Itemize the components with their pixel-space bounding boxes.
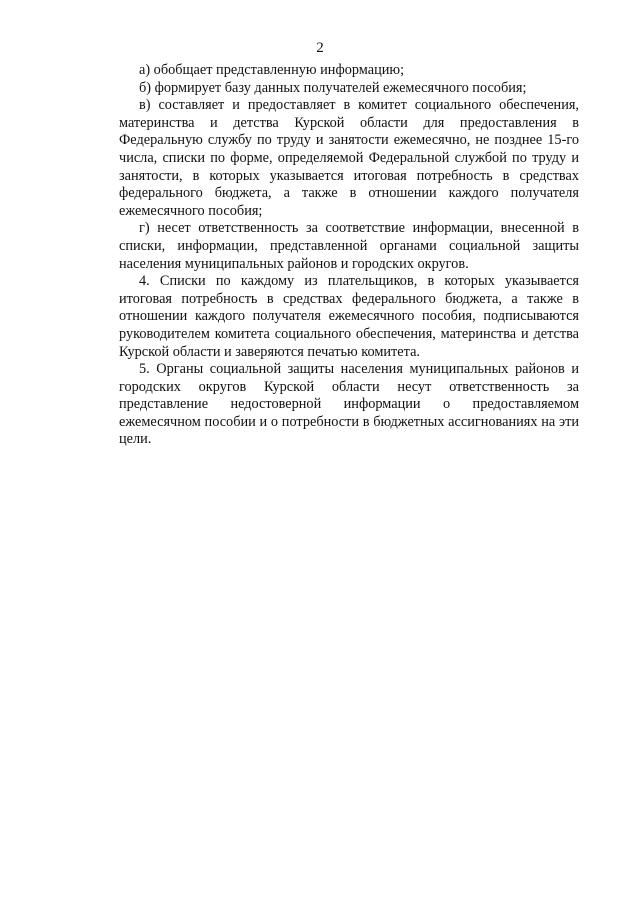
paragraph-5: 5. Органы социальной защиты населения муниципальных районов и городских округов Курской области несут ответственность за представление недостоверной информации о предоставляемом ежемесячном пособии и о потребности в бюджетных ассигнованиях на эти цели. [119,361,579,448]
paragraph-b: б) формирует базу данных получателей ежемесячного пособия; [139,79,527,96]
paragraph-4: 4. Списки по каждому из плательщиков, в которых указывается итоговая потребность в средствах федерального бюджета, а также в отношении каждого получателя ежемесячного пособия, подписываются руководителем комитета социального обеспечения, материнства и детства Курской области и заверяются печатью комитета. [119,273,579,360]
paragraph-v: в) составляет и предоставляет в комитет социального обеспечения, материнства и детства Курской области для предоставления в Федеральную службу по труду и занятости ежемесячно, не позднее 15-го числа, списки по форме, определяемой Федеральной службой по труду и занятости, в которых указывается итоговая потребность в средствах федерального бюджета, а также в отношении каждого получателя ежемесячного пособия; [119,97,579,219]
page-number: 2 [316,40,324,56]
document-body [119,62,579,449]
paragraph-a: а) обобщает представленную информацию; [139,62,405,78]
paragraph-g: г) несет ответственность за соответствие информации, внесенной в списки, информации, представленной органами социальной защиты населения муниципальных районов и городских округов. [119,220,579,272]
